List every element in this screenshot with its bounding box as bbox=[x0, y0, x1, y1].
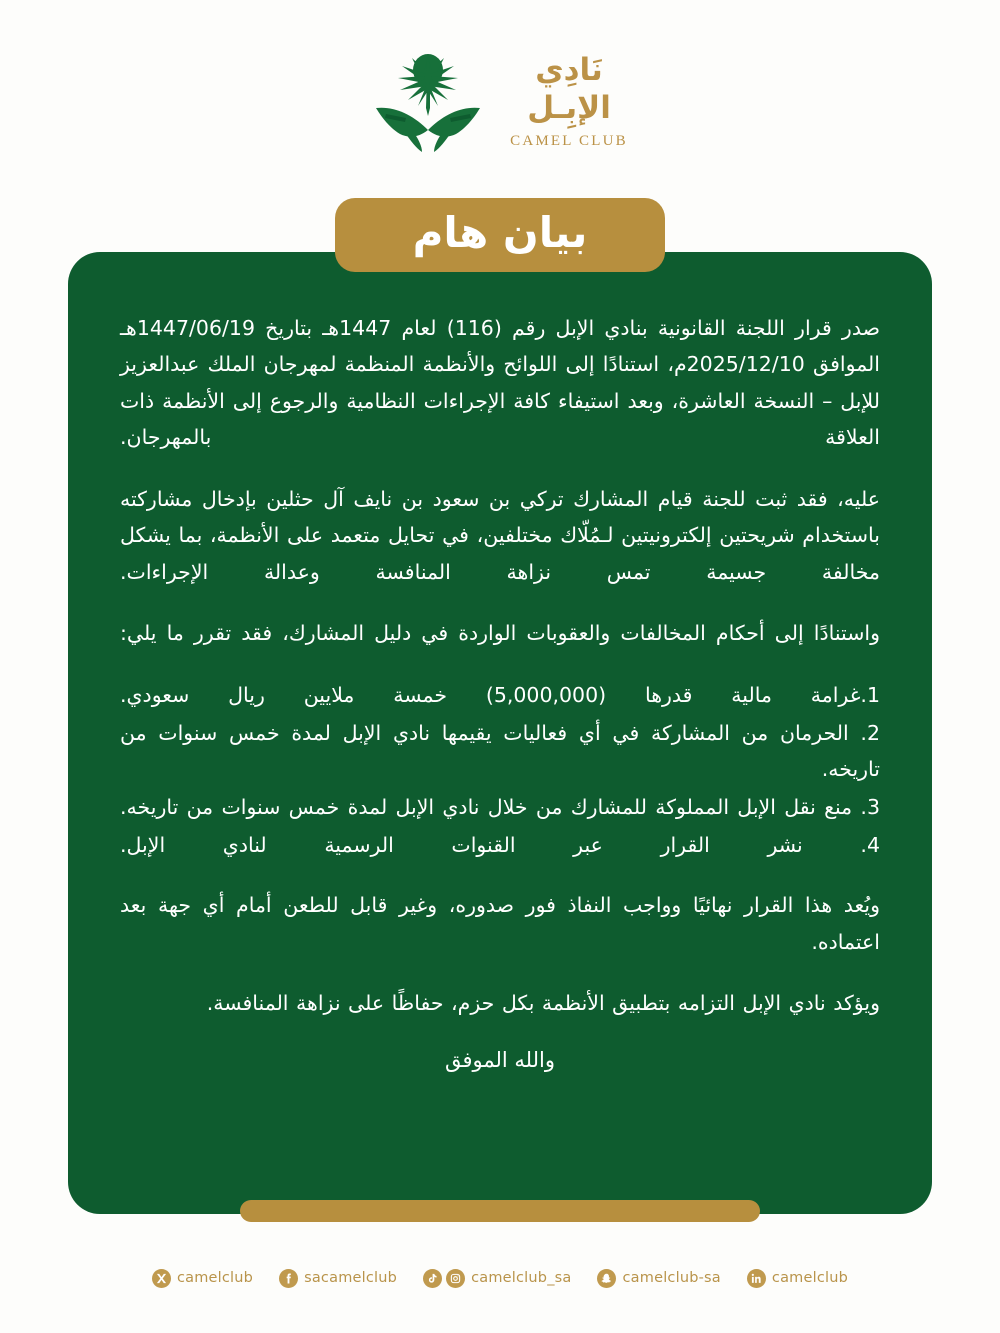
decisions-list bbox=[120, 677, 880, 863]
social-handle: camelclub bbox=[771, 1270, 849, 1286]
decision-item: 1.غرامة مالية قدرها (5,000,000) خمسة ملايين ريال سعودي. bbox=[120, 682, 880, 707]
gold-divider bbox=[240, 1200, 760, 1222]
instagram-icon[interactable] bbox=[446, 1269, 465, 1288]
camel-club-wordmark-icon bbox=[527, 52, 611, 128]
page-title: بيان هام bbox=[412, 208, 588, 257]
social-link-x-twitter[interactable] bbox=[152, 1269, 253, 1288]
social-link-facebook[interactable] bbox=[279, 1269, 397, 1288]
title-badge bbox=[335, 198, 665, 272]
statement-card bbox=[68, 252, 932, 1214]
decision-item: 2. الحرمان من المشاركة في أي فعاليات يقيمها نادي الإبل لمدة خمس سنوات من تاريخه. bbox=[120, 720, 880, 782]
header-logos bbox=[0, 38, 1000, 163]
social-footer bbox=[0, 1258, 1000, 1298]
linkedin-icon[interactable] bbox=[747, 1269, 766, 1288]
social-link-tiktok-instagram[interactable] bbox=[423, 1269, 571, 1288]
signoff-text: والله الموفق bbox=[444, 1047, 556, 1072]
snapchat-icon[interactable] bbox=[597, 1269, 616, 1288]
closing-paragraph: ويُعد هذا القرار نهائيًا وواجب النفاذ فور صدوره، وغير قابل للطعن أمام أي جهة بعد اعتماده. bbox=[120, 893, 880, 954]
tiktok-icon[interactable] bbox=[423, 1269, 442, 1288]
statement-body bbox=[120, 310, 880, 1180]
statement-paragraph: صدر قرار اللجنة القانونية بنادي الإبل رقم (116) لعام 1447هـ بتاريخ 1447/06/19هـ الموافق 2025/12/10م، استنادًا إلى اللوائح والأنظمة المنظمة لمهرجان الملك عبدالعزيز للإبل – النسخة العاشرة، وبعد استيفاء كافة الإجراءات النظامية والرجوع إلى الأنظمة ذات العلاقة بالمهرجان. bbox=[120, 316, 880, 450]
decision-item: 3. منع نقل الإبل المملوكة للمشارك من خلال نادي الإبل لمدة خمس سنوات من تاريخه. bbox=[120, 795, 880, 820]
decision-item: 4. نشر القرار عبر القنوات الرسمية لنادي الإبل. bbox=[120, 833, 880, 858]
statement-paragraph: واستنادًا إلى أحكام المخالفات والعقوبات الواردة في دليل المشارك، فقد تقرر ما يلي: bbox=[120, 621, 880, 646]
facebook-icon[interactable] bbox=[279, 1269, 298, 1288]
statement-paragraph: عليه، فقد ثبت للجنة قيام المشارك تركي بن سعود بن نايف آل حثلين بإدخال مشاركته باستخدام شريحتين إلكترونيتين لـمُلّاك مختلفين، في تحايل متعمد على الأنظمة، بما يشكل مخالفة جسيمة تمس نزاهة المنافسة وعدالة الإجراءات. bbox=[120, 486, 880, 584]
camel-club-arabic-line1: نَادِي bbox=[535, 51, 603, 88]
social-handle: camelclub-sa bbox=[622, 1270, 721, 1286]
social-handle: camelclub bbox=[176, 1270, 254, 1286]
camel-club-logo bbox=[510, 52, 628, 150]
social-handle: camelclub_sa bbox=[471, 1270, 572, 1286]
social-link-snapchat[interactable] bbox=[597, 1269, 720, 1288]
closing-paragraph: ويؤكد نادي الإبل التزامه بتطبيق الأنظمة بكل حزم، حفاظًا على نزاهة المنافسة. bbox=[206, 991, 880, 1016]
camel-club-english-label: CAMEL CLUB bbox=[510, 133, 628, 150]
x-icon[interactable] bbox=[152, 1269, 171, 1288]
saudi-palm-swords-emblem-icon bbox=[372, 46, 484, 156]
social-handle: sacamelclub bbox=[304, 1270, 398, 1286]
social-link-linkedin[interactable] bbox=[747, 1269, 848, 1288]
camel-club-arabic-line2: الإبِـل bbox=[527, 89, 611, 126]
